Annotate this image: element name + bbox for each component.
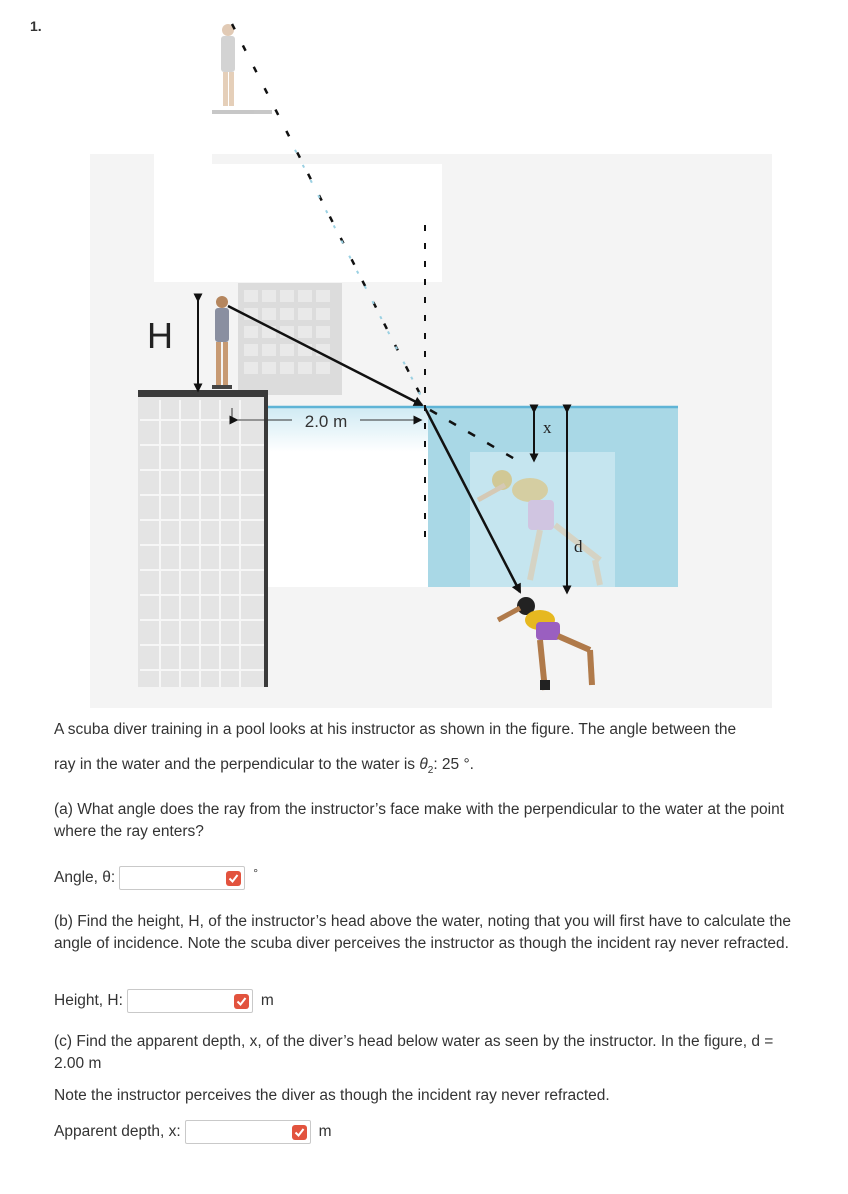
apparent-depth-input[interactable] [185, 1120, 311, 1144]
part-b-row [54, 989, 274, 1013]
height-label: H [147, 315, 173, 356]
pool-wall [138, 390, 268, 687]
height-unit: m [260, 992, 274, 1009]
apparent-depth-unit: m [318, 1123, 332, 1140]
height-input[interactable] [127, 989, 253, 1013]
apparent-depth-input-label: Apparent depth, x: [54, 1123, 181, 1140]
theta-subscript: 2 [427, 765, 434, 777]
check-icon[interactable] [234, 994, 249, 1009]
part-c-row [54, 1120, 332, 1144]
sky-region [154, 164, 442, 282]
part-b-text: (b) Find the height, H, of the instructor’s head above the water, noting that you will first have to calculate the angle of incidence. Note the scuba diver perceives the instructor as though the incident ray never refracted. [54, 913, 791, 952]
angle-unit: ° [253, 866, 258, 880]
check-icon[interactable] [292, 1125, 307, 1140]
distance-label: 2.0 m [304, 412, 348, 431]
question-intro-line1: A scuba diver training in a pool looks at his instructor as shown in the figure. The angle between the [54, 721, 737, 738]
angle-label: Angle, θ: [54, 869, 116, 886]
part-c-note: Note the instructor perceives the diver as though the incident ray never refracted. [54, 1087, 610, 1104]
question-intro-line2: ray in the water and the perpendicular to the water is $\theta_2$: 25 °. [54, 756, 474, 777]
check-icon[interactable] [226, 871, 241, 886]
part-a-text: (a) What angle does the ray from the instructor’s face make with the perpendicular to the water at the point where the ray enters? [54, 801, 785, 840]
angle-input[interactable] [119, 866, 245, 890]
apparent-depth-label: x [543, 418, 552, 437]
question-number: 1. [30, 18, 42, 34]
apparent-instructor [212, 24, 272, 114]
part-a-row [54, 866, 258, 890]
height-input-label: Height, H: [54, 992, 123, 1009]
theta-symbol: θ [419, 756, 428, 773]
depth-label: d [574, 537, 583, 556]
part-c-text: (c) Find the apparent depth, x, of the diver’s head below water as seen by the instructor. In the figure, d = 2.00 m [54, 1033, 774, 1072]
